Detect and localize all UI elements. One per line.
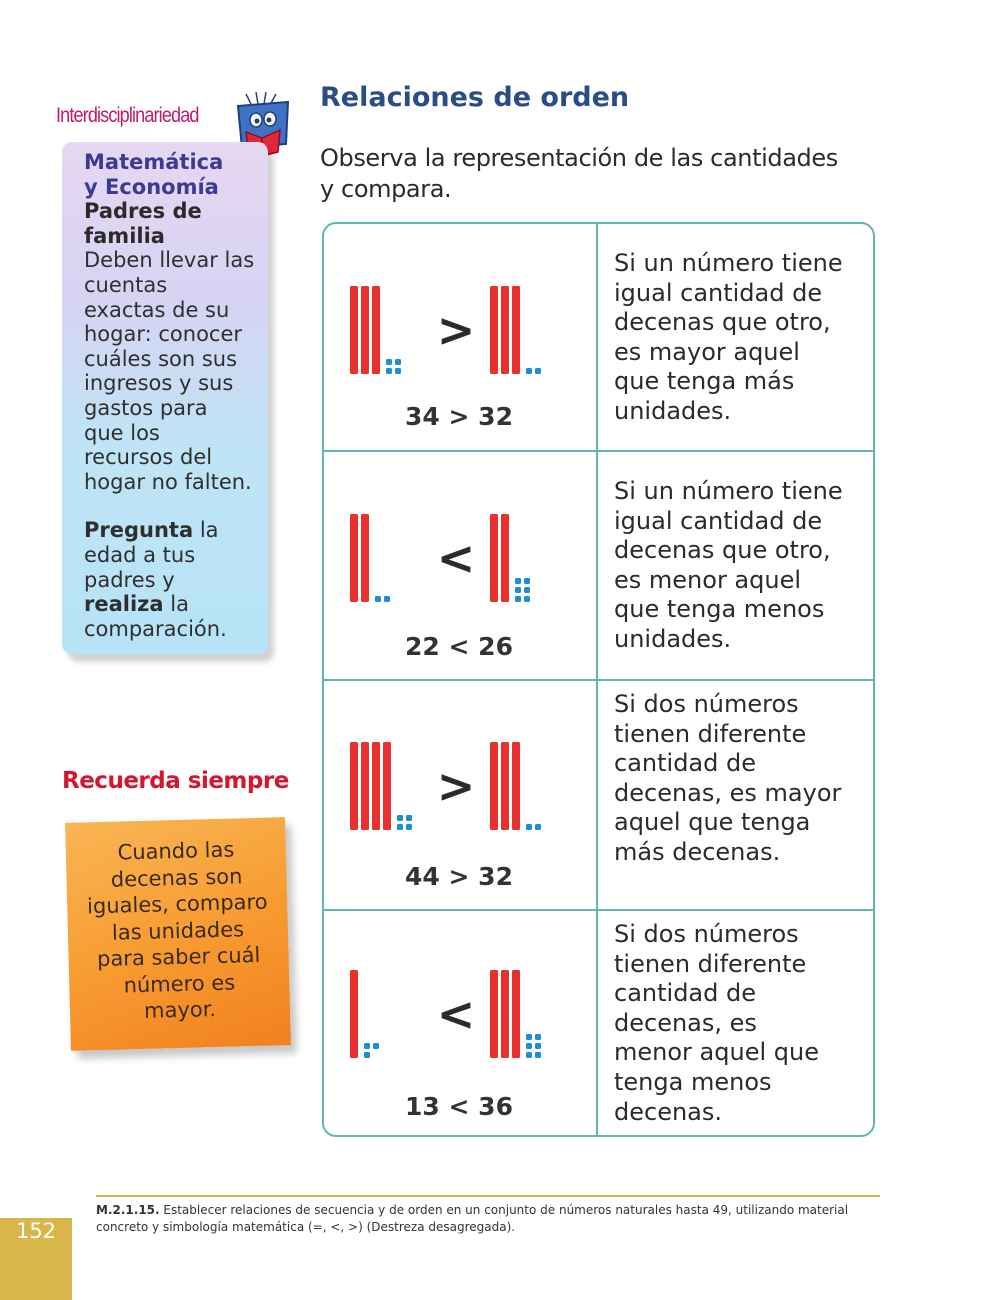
rule-line: es mayor aquel <box>614 337 800 366</box>
rule-line: decenas, es mayor <box>614 778 842 807</box>
page-number: 152 <box>15 1219 57 1243</box>
bold-word: realiza <box>84 592 164 617</box>
unit-cube <box>526 368 532 374</box>
box-question-line: edad a tus <box>84 542 196 567</box>
skill-footnote <box>96 1202 876 1236</box>
rule-line: tienen diferente <box>614 719 807 748</box>
tens-rod <box>372 286 380 374</box>
rule-line: Si un número tiene <box>614 249 843 277</box>
tens-rod <box>490 742 498 830</box>
tens-rod <box>372 742 380 830</box>
tens-rod <box>501 286 509 374</box>
unit-cube <box>406 824 412 830</box>
unit-cube <box>386 359 392 365</box>
rule-line: igual cantidad de <box>614 506 823 535</box>
instruction-text <box>320 143 895 205</box>
tens-rod <box>512 286 520 374</box>
rule-line: que tenga más <box>614 367 795 396</box>
tens-rod <box>350 970 358 1058</box>
box-subtitle-line: familia <box>84 223 165 248</box>
box-body-line: hogar: conocer <box>84 322 243 347</box>
unit-cube <box>524 578 530 584</box>
rule-line: tenga menos <box>614 1067 772 1096</box>
unit-cube <box>395 359 401 365</box>
rule-line: Si un número tiene <box>614 477 843 505</box>
tens-rod <box>490 286 498 374</box>
rule-line: decenas que otro, <box>614 308 831 337</box>
comparison-symbol: < <box>436 987 476 1041</box>
page-title: Relaciones de orden <box>320 82 630 113</box>
tens-rod <box>501 514 509 602</box>
box-body-line: ingresos y sus <box>84 371 234 396</box>
box-subtitle-line: Padres de <box>84 199 202 224</box>
tens-rod <box>383 742 391 830</box>
rule-text <box>614 690 864 868</box>
footer-divider <box>96 1195 880 1197</box>
note-line: las unidades <box>111 916 245 945</box>
comparison-symbol: < <box>436 531 476 585</box>
table-column-divider <box>596 222 598 1137</box>
unit-cube <box>364 1052 370 1058</box>
note-line: Cuando las <box>117 837 235 865</box>
box-question-line: padres y <box>84 567 175 592</box>
tens-rod <box>490 970 498 1058</box>
note-line: decenas son <box>110 863 243 892</box>
rule-line: unidades. <box>614 396 732 425</box>
rule-text <box>614 249 864 427</box>
unit-cube <box>515 587 521 593</box>
rule-line: aquel que tenga <box>614 808 811 837</box>
rule-line: menor aquel que <box>614 1038 819 1067</box>
rule-line: decenas. <box>614 1097 723 1126</box>
comparison-label: 34 > 32 <box>405 402 513 431</box>
rule-line: igual cantidad de <box>614 278 823 307</box>
skill-description: Establecer relaciones de secuencia y de orden en un conjunto de números naturales hasta 49, utilizando material concreto y simbología matemática (=, <, >) (Destreza desagregada). <box>96 1203 849 1234</box>
comparison-label: 22 < 26 <box>405 632 513 661</box>
tens-rod <box>490 514 498 602</box>
rule-line: más decenas. <box>614 837 781 866</box>
tens-rod <box>361 286 369 374</box>
tens-rod <box>512 970 520 1058</box>
box-body-line: que los <box>84 420 160 445</box>
rule-line: Si dos números <box>614 690 799 718</box>
box-body-line: Deben llevar las <box>84 248 255 273</box>
instruction-line: y compara. <box>320 175 452 203</box>
note-line: iguales, comparo <box>86 889 268 919</box>
note-line: para saber cuál <box>96 942 261 972</box>
box-title-line: Matemática <box>84 150 224 174</box>
rule-line: cantidad de <box>614 979 756 1008</box>
box-question-line <box>84 518 272 543</box>
box-question-line <box>84 592 272 617</box>
rule-line: es menor aquel <box>614 565 802 594</box>
tens-rod <box>361 742 369 830</box>
tens-rod <box>350 286 358 374</box>
box-body-line: hogar no falten. <box>84 469 252 494</box>
box-body-line: exactas de su <box>84 297 230 322</box>
comparison-label: 13 < 36 <box>405 1092 513 1121</box>
unit-cube <box>384 596 390 602</box>
rule-line: decenas, es <box>614 1008 757 1037</box>
comparison-label: 44 > 32 <box>405 862 513 891</box>
tens-rod <box>501 742 509 830</box>
unit-cube <box>515 596 521 602</box>
unit-cube <box>535 824 541 830</box>
note-line: mayor. <box>143 997 217 1023</box>
unit-cube <box>526 1043 532 1049</box>
unit-cube <box>373 1043 379 1049</box>
blocks-row-4 <box>322 956 596 1076</box>
plain-word: la <box>193 518 219 543</box>
unit-cube <box>364 1043 370 1049</box>
unit-cube <box>526 1034 532 1040</box>
unit-cube <box>375 596 381 602</box>
instruction-line: Observa la representación de las cantidades <box>320 144 838 172</box>
unit-cube <box>386 368 392 374</box>
box-body-line: cuentas <box>84 272 168 297</box>
unit-cube <box>524 596 530 602</box>
tens-rod <box>361 514 369 602</box>
unit-cube <box>535 1043 541 1049</box>
rule-text <box>614 477 864 655</box>
interdisciplinary-text <box>84 150 272 641</box>
unit-cube <box>406 815 412 821</box>
unit-cube <box>535 1034 541 1040</box>
tens-rod <box>512 742 520 830</box>
tens-rod <box>501 970 509 1058</box>
unit-cube <box>397 824 403 830</box>
comparison-symbol: > <box>436 759 476 813</box>
unit-cube <box>524 587 530 593</box>
skill-code: M.2.1.15. <box>96 1203 160 1217</box>
rule-text <box>614 920 864 1127</box>
interdisciplinary-label: Interdisciplinariedad <box>56 104 199 127</box>
unit-cube <box>515 578 521 584</box>
comparison-symbol: > <box>436 303 476 357</box>
rule-line: decenas que otro, <box>614 536 831 565</box>
unit-cube <box>395 368 401 374</box>
blocks-row-3 <box>322 728 596 848</box>
note-line: número es <box>123 970 236 997</box>
rule-line: tienen diferente <box>614 949 807 978</box>
rule-line: cantidad de <box>614 749 756 778</box>
bold-word: Pregunta <box>84 518 194 543</box>
rule-line: unidades. <box>614 624 732 653</box>
recuerda-title: Recuerda siempre <box>62 768 289 794</box>
rule-line: Si dos números <box>614 920 799 948</box>
unit-cube <box>397 815 403 821</box>
box-body-line: recursos del <box>84 445 213 470</box>
tens-rod <box>350 742 358 830</box>
sticky-note-text <box>68 835 289 1026</box>
box-body-line: gastos para <box>84 395 208 420</box>
table-row-divider <box>322 909 875 911</box>
unit-cube <box>526 1052 532 1058</box>
unit-cube <box>535 1052 541 1058</box>
box-body-line: cuáles son sus <box>84 346 238 371</box>
table-row-divider <box>322 679 875 681</box>
plain-word: la <box>163 592 189 617</box>
rule-line: que tenga menos <box>614 595 825 624</box>
unit-cube <box>535 368 541 374</box>
box-question-line: comparación. <box>84 616 227 641</box>
table-row-divider <box>322 450 875 452</box>
blocks-row-1 <box>322 272 596 392</box>
unit-cube <box>526 824 532 830</box>
box-title-line: y Economía <box>84 174 219 199</box>
blocks-row-2 <box>322 500 596 620</box>
tens-rod <box>350 514 358 602</box>
